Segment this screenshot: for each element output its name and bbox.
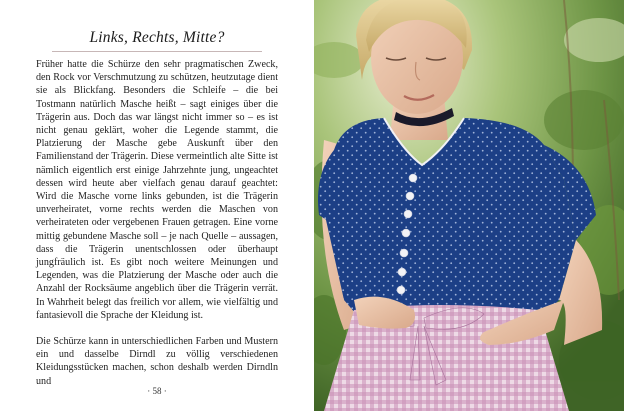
body-text [36, 58, 278, 388]
page-number: · 58 · [147, 386, 167, 396]
chapter-heading: Links, Rechts, Mitte? [89, 29, 225, 46]
heading-divider [52, 51, 262, 52]
paragraph-1: Früher hatte die Schürze den sehr pragmatischen Zweck, den Rock vor Verschmutzung zu schützen, heutzutage dient sie als Blickfang. Besonders die Schleife – die bei Tostmann natürlich Masche heißt – sagt einiges über die Trägerin aus. Doch das war längst nicht immer so – es ist nicht genau geklärt, woher die Legende stammt, die Platzierung der Masche gebe Auskunft über den Familienstand der Trägerin. Diese vermeintlich alte Sitte ist nämlich eigentlich erst einige Jahrzehnte jung, ungeachtet dessen wird heute aber vielfach genau darauf geachtet: Wird die Masche vorne links gebunden, ist die Trägerin unverheiratet, vorne rechts werden die Maschen von verheirateten oder vergebenen Frauen getragen. Eine vorne mittig gebundene Masche soll – je nach Quelle – aussagen, dass die Trägerin unentschlossen oder überhaupt jungfräulich ist. Es gibt noch weitere Meinungen und Legenden, was die Platzierung der Masche oder auch die Anzahl der Rocksäume angeblich über die Trägerin verrät. In Wahrheit belegt das freilich vor allem, wie vielfältig und fantasievoll die Sprache der Kleidung ist. [36, 59, 278, 321]
paragraph-2: Die Schürze kann in unterschiedlichen Farben und Mustern ein und dasselbe Dirndl zu völlig verschiedenen Kleidungsstücken machen, schon deshalb werden Dirndln und [36, 336, 278, 387]
photo-woman-in-dirndl [314, 0, 624, 411]
